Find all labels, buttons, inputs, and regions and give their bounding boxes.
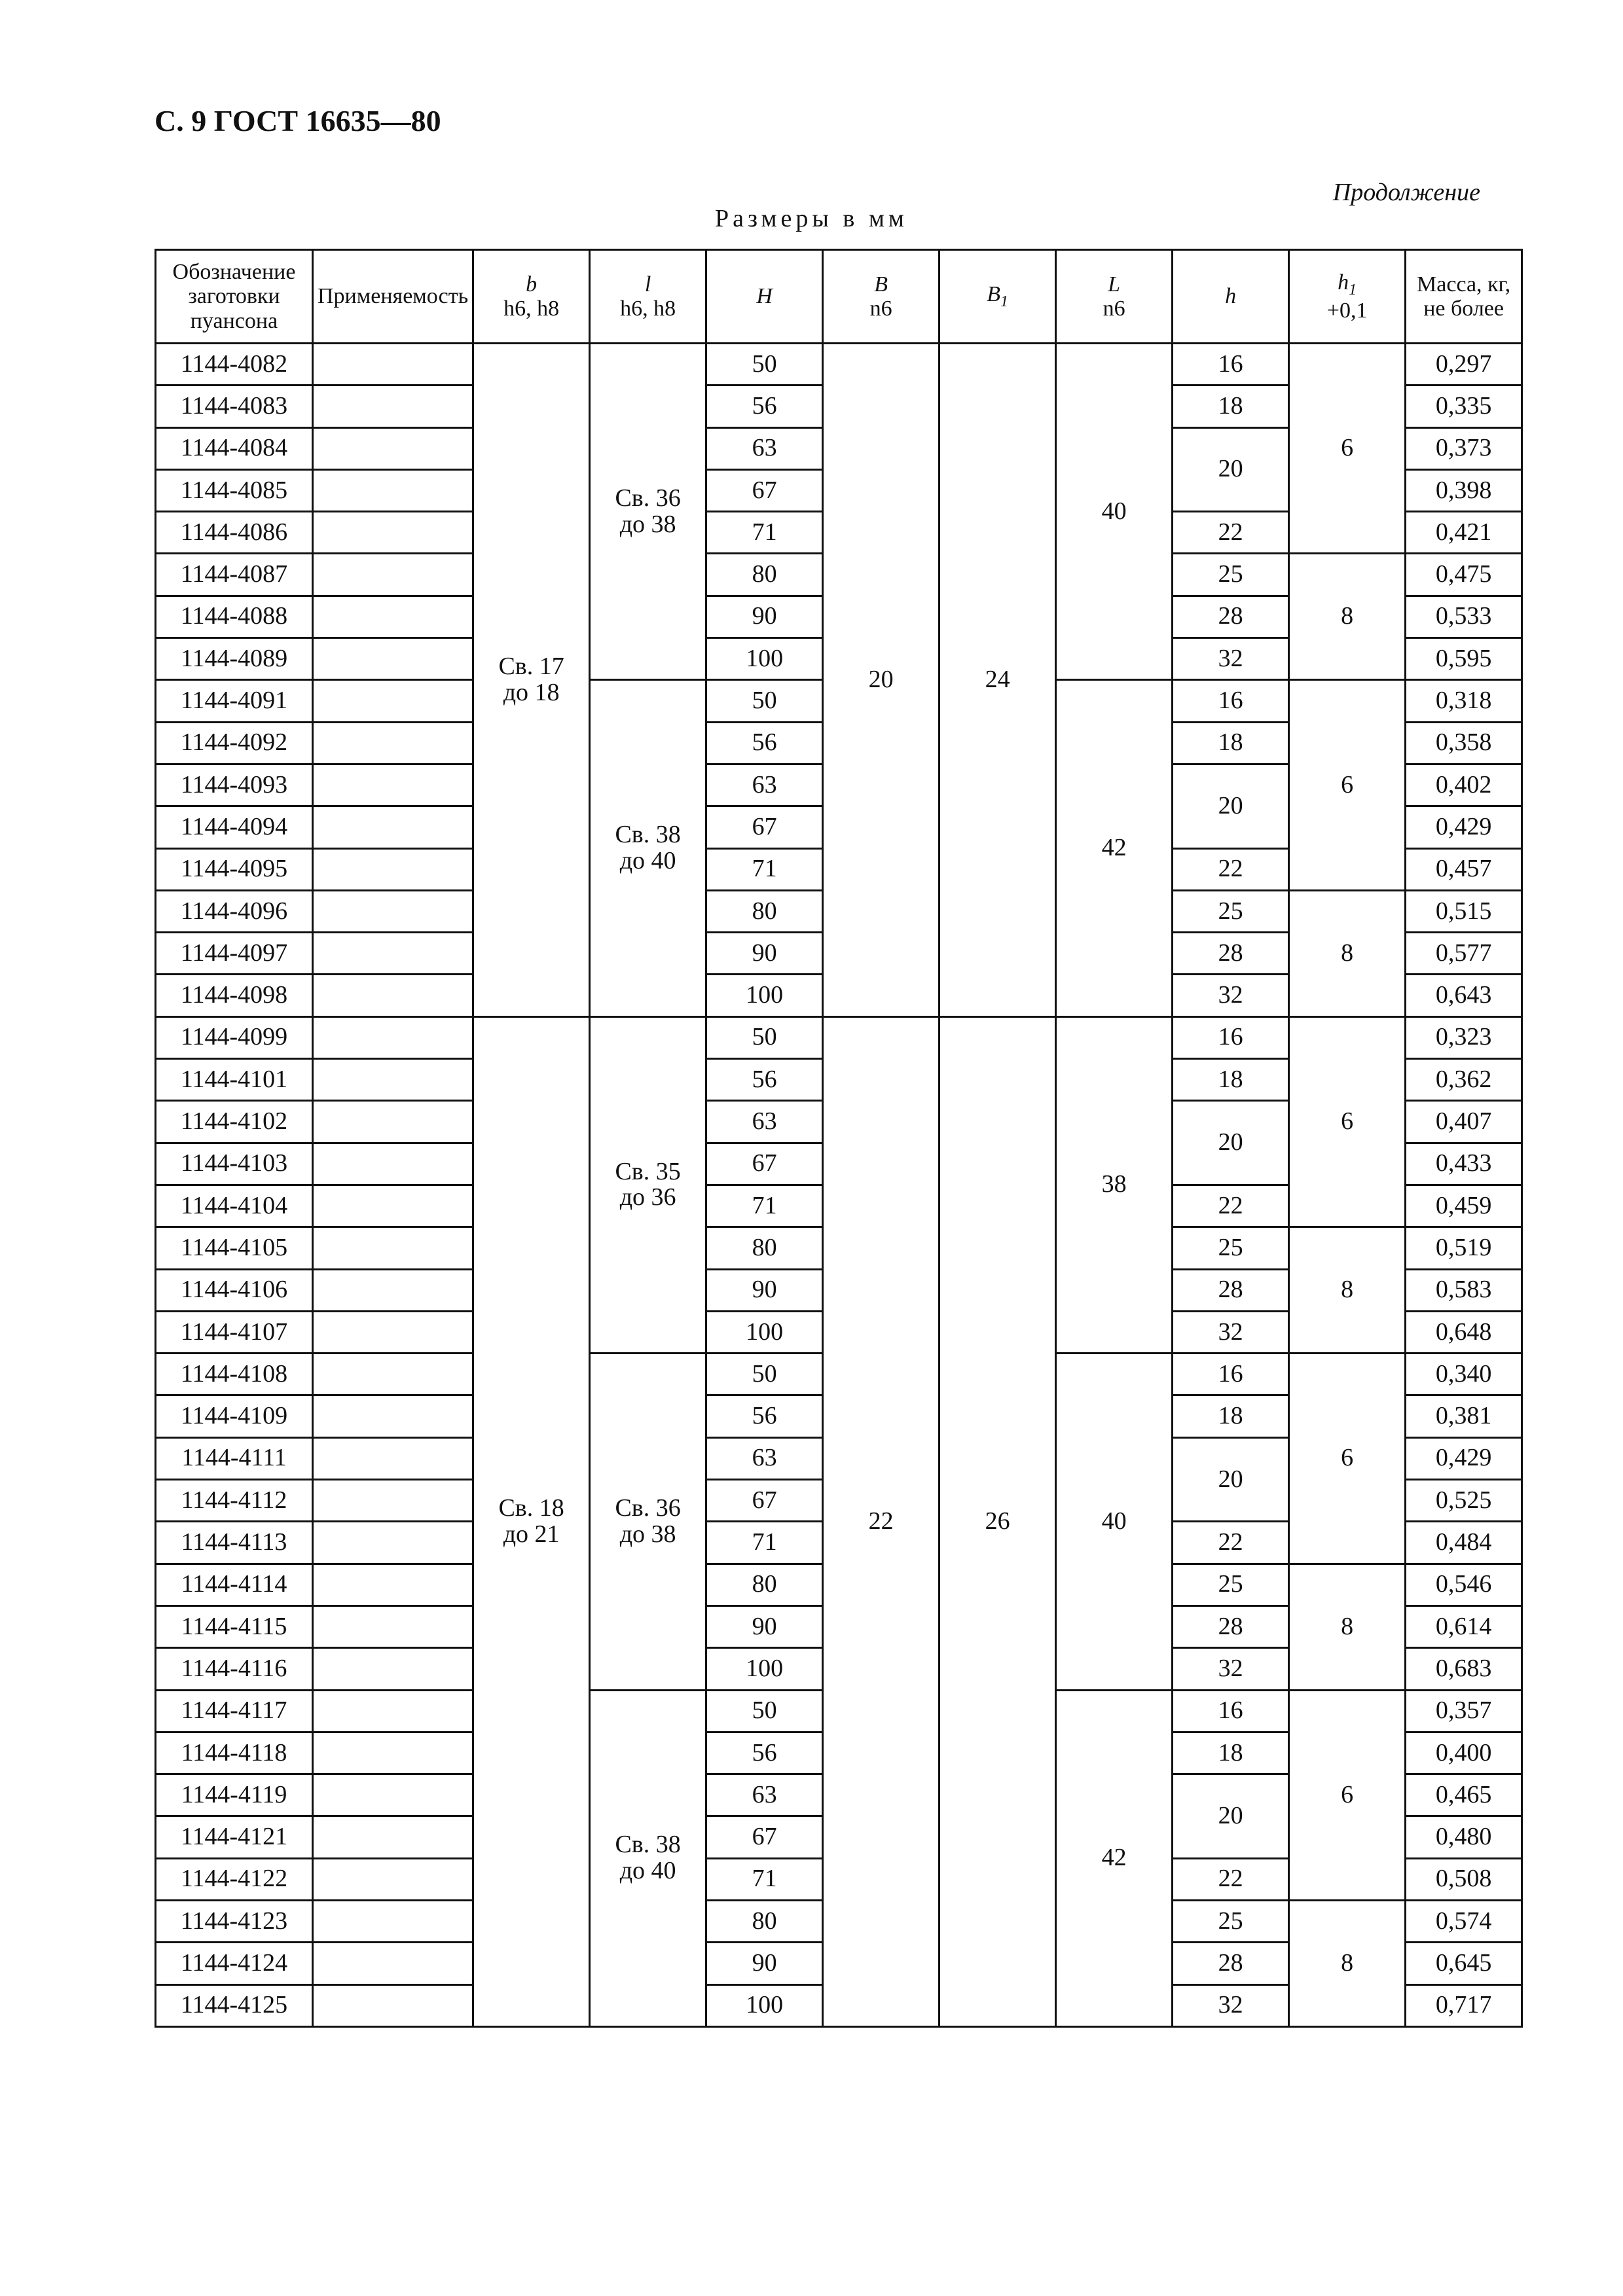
cell-applicability: [313, 344, 473, 386]
header-B: [823, 250, 939, 344]
cell-applicability: [313, 427, 473, 469]
cell-mass: 0,358: [1406, 722, 1522, 764]
table-body: [156, 344, 1522, 2027]
cell-mass: 0,645: [1406, 1943, 1522, 1984]
header-l: [590, 250, 706, 344]
cell-designation: 1144-4097: [156, 933, 313, 975]
cell-mass: 0,407: [1406, 1101, 1522, 1143]
cell-applicability: [313, 1016, 473, 1058]
cell-mass: 0,457: [1406, 848, 1522, 890]
cell-applicability: [313, 848, 473, 890]
cell-h: 32: [1173, 638, 1289, 680]
cell-applicability: [313, 1732, 473, 1774]
cell-designation: 1144-4089: [156, 638, 313, 680]
range-line-2: до 21: [503, 1520, 560, 1548]
cell-designation: 1144-4124: [156, 1943, 313, 1984]
table-header-row: [156, 250, 1522, 344]
cell-applicability: [313, 1816, 473, 1858]
cell-applicability: [313, 1311, 473, 1353]
cell-designation: 1144-4105: [156, 1227, 313, 1269]
cell-applicability: [313, 469, 473, 511]
cell-H: 100: [706, 1311, 823, 1353]
continuation-label: Продолжение: [1332, 179, 1480, 206]
cell-designation: 1144-4104: [156, 1185, 313, 1227]
header-h1-tolerance: +0,1: [1326, 298, 1368, 323]
cell-applicability: [313, 1101, 473, 1143]
cell-h: 25: [1173, 1227, 1289, 1269]
cell-h1: 8: [1289, 890, 1406, 1016]
header-B1: [939, 250, 1056, 344]
cell-mass: 0,433: [1406, 1143, 1522, 1185]
cell-designation: 1144-4108: [156, 1354, 313, 1395]
range-line-2: до 40: [619, 1857, 676, 1885]
cell-applicability: [313, 596, 473, 637]
cell-H: 100: [706, 1984, 823, 2026]
cell-designation: 1144-4107: [156, 1311, 313, 1353]
header-designation: Обозначение заготовки пуансона: [156, 250, 313, 344]
cell-designation: 1144-4103: [156, 1143, 313, 1185]
cell-applicability: [313, 1059, 473, 1101]
cell-h1: 8: [1289, 1227, 1406, 1354]
cell-h: 22: [1173, 848, 1289, 890]
cell-h: 16: [1173, 1354, 1289, 1395]
cell-mass: 0,508: [1406, 1858, 1522, 1900]
header-applicability: Применяемость: [313, 250, 473, 344]
header-mass: Масса, кг, не более: [1406, 250, 1522, 344]
cell-designation: 1144-4093: [156, 764, 313, 806]
header-H: [706, 250, 823, 344]
cell-applicability: [313, 1185, 473, 1227]
cell-h: 22: [1173, 1185, 1289, 1227]
cell-H: 56: [706, 386, 823, 427]
cell-designation: 1144-4121: [156, 1816, 313, 1858]
cell-designation: 1144-4114: [156, 1564, 313, 1605]
cell-designation: 1144-4098: [156, 975, 313, 1016]
cell-L: 40: [1056, 344, 1173, 680]
cell-designation: 1144-4086: [156, 512, 313, 554]
cell-mass: 0,400: [1406, 1732, 1522, 1774]
cell-designation: 1144-4084: [156, 427, 313, 469]
header-b-tolerance: h6, h8: [503, 296, 560, 321]
cell-designation: 1144-4116: [156, 1648, 313, 1690]
range-line-2: до 38: [619, 510, 676, 538]
range-line-1: Св. 38: [615, 1831, 681, 1859]
cell-mass: 0,614: [1406, 1605, 1522, 1647]
cell-designation: 1144-4082: [156, 344, 313, 386]
cell-applicability: [313, 1858, 473, 1900]
cell-H: 67: [706, 1480, 823, 1522]
cell-h: 32: [1173, 1648, 1289, 1690]
header-h1-subscript: 1: [1349, 281, 1357, 298]
header-l-symbol: l: [644, 272, 651, 296]
cell-H: 50: [706, 1354, 823, 1395]
cell-mass: 0,402: [1406, 764, 1522, 806]
cell-mass: 0,357: [1406, 1690, 1522, 1732]
range-line-2: до 36: [619, 1183, 676, 1211]
cell-l-range: [590, 344, 706, 680]
cell-H: 50: [706, 1690, 823, 1732]
header-L-symbol: L: [1108, 272, 1121, 296]
header-B-tolerance: n6: [869, 296, 892, 321]
cell-mass: 0,373: [1406, 427, 1522, 469]
cell-applicability: [313, 1774, 473, 1816]
cell-mass: 0,475: [1406, 554, 1522, 596]
cell-H: 67: [706, 806, 823, 848]
cell-mass: 0,717: [1406, 1984, 1522, 2026]
cell-H: 80: [706, 1900, 823, 1942]
cell-H: 90: [706, 596, 823, 637]
cell-mass: 0,595: [1406, 638, 1522, 680]
cell-mass: 0,546: [1406, 1564, 1522, 1605]
cell-designation: 1144-4085: [156, 469, 313, 511]
cell-H: 90: [706, 1269, 823, 1311]
range-line-1: Св. 36: [615, 1494, 681, 1522]
cell-h1: 6: [1289, 680, 1406, 890]
cell-h: 16: [1173, 1690, 1289, 1732]
cell-h1: 6: [1289, 1690, 1406, 1900]
cell-applicability: [313, 1690, 473, 1732]
cell-mass: 0,318: [1406, 680, 1522, 722]
cell-mass: 0,484: [1406, 1522, 1522, 1564]
cell-designation: 1144-4106: [156, 1269, 313, 1311]
cell-designation: 1144-4092: [156, 722, 313, 764]
cell-designation: 1144-4083: [156, 386, 313, 427]
cell-applicability: [313, 1395, 473, 1437]
cell-l-range: [590, 1016, 706, 1353]
cell-mass: 0,381: [1406, 1395, 1522, 1437]
cell-h: 18: [1173, 722, 1289, 764]
cell-h: 20: [1173, 1437, 1289, 1522]
cell-h: 25: [1173, 554, 1289, 596]
cell-applicability: [313, 512, 473, 554]
cell-designation: 1144-4099: [156, 1016, 313, 1058]
cell-h: 20: [1173, 427, 1289, 512]
header-L-tolerance: n6: [1103, 296, 1125, 321]
range-line-1: Св. 38: [615, 821, 681, 849]
cell-applicability: [313, 1354, 473, 1395]
cell-mass: 0,683: [1406, 1648, 1522, 1690]
cell-H: 71: [706, 848, 823, 890]
cell-applicability: [313, 890, 473, 932]
cell-h: 25: [1173, 890, 1289, 932]
cell-designation: 1144-4118: [156, 1732, 313, 1774]
cell-h: 32: [1173, 1311, 1289, 1353]
cell-designation: 1144-4111: [156, 1437, 313, 1479]
cell-h: 28: [1173, 933, 1289, 975]
cell-mass: 0,574: [1406, 1900, 1522, 1942]
cell-mass: 0,533: [1406, 596, 1522, 637]
cell-applicability: [313, 764, 473, 806]
cell-H: 80: [706, 890, 823, 932]
cell-mass: 0,429: [1406, 806, 1522, 848]
cell-L: 38: [1056, 1016, 1173, 1353]
cell-applicability: [313, 1522, 473, 1564]
cell-h: 18: [1173, 1059, 1289, 1101]
cell-designation: 1144-4109: [156, 1395, 313, 1437]
cell-designation: 1144-4095: [156, 848, 313, 890]
cell-designation: 1144-4088: [156, 596, 313, 637]
cell-designation: 1144-4125: [156, 1984, 313, 2026]
cell-mass: 0,421: [1406, 512, 1522, 554]
cell-L: 40: [1056, 1354, 1173, 1690]
cell-h: 16: [1173, 344, 1289, 386]
cell-applicability: [313, 1480, 473, 1522]
header-l-tolerance: h6, h8: [620, 296, 676, 321]
cell-H: 50: [706, 1016, 823, 1058]
cell-H: 67: [706, 1143, 823, 1185]
cell-applicability: [313, 680, 473, 722]
cell-mass: 0,643: [1406, 975, 1522, 1016]
cell-H: 63: [706, 1437, 823, 1479]
cell-mass: 0,362: [1406, 1059, 1522, 1101]
cell-h: 20: [1173, 764, 1289, 848]
cell-h: 22: [1173, 1858, 1289, 1900]
cell-applicability: [313, 933, 473, 975]
cell-h: 18: [1173, 1732, 1289, 1774]
cell-H: 71: [706, 1858, 823, 1900]
header-b: [473, 250, 590, 344]
cell-designation: 1144-4094: [156, 806, 313, 848]
cell-applicability: [313, 1564, 473, 1605]
cell-mass: 0,515: [1406, 890, 1522, 932]
cell-mass: 0,583: [1406, 1269, 1522, 1311]
cell-H: 63: [706, 764, 823, 806]
cell-H: 71: [706, 1185, 823, 1227]
dimensions-table: [155, 249, 1523, 2028]
header-B1-symbol: B: [987, 282, 1000, 307]
header-B-symbol: B: [874, 272, 888, 296]
cell-H: 56: [706, 1732, 823, 1774]
cell-B: 22: [823, 1016, 939, 2026]
cell-h1: 6: [1289, 1354, 1406, 1564]
cell-H: 100: [706, 638, 823, 680]
cell-h: 25: [1173, 1900, 1289, 1942]
header-b-symbol: b: [526, 272, 538, 296]
cell-H: 80: [706, 1227, 823, 1269]
cell-H: 63: [706, 1101, 823, 1143]
cell-B1: 24: [939, 344, 1056, 1017]
cell-h: 18: [1173, 1395, 1289, 1437]
cell-h: 28: [1173, 1269, 1289, 1311]
header-H-symbol: H: [756, 284, 773, 309]
cell-mass: 0,525: [1406, 1480, 1522, 1522]
cell-mass: 0,323: [1406, 1016, 1522, 1058]
cell-mass: 0,297: [1406, 344, 1522, 386]
cell-L: 42: [1056, 680, 1173, 1016]
header-h-symbol: h: [1225, 284, 1237, 309]
cell-H: 90: [706, 1943, 823, 1984]
cell-applicability: [313, 554, 473, 596]
cell-b-range: [473, 1016, 590, 2026]
cell-H: 100: [706, 975, 823, 1016]
cell-mass: 0,577: [1406, 933, 1522, 975]
cell-applicability: [313, 1984, 473, 2026]
cell-applicability: [313, 1605, 473, 1647]
range-line-2: до 18: [503, 678, 560, 706]
cell-h: 22: [1173, 512, 1289, 554]
cell-mass: 0,340: [1406, 1354, 1522, 1395]
cell-H: 50: [706, 344, 823, 386]
cell-applicability: [313, 1143, 473, 1185]
cell-H: 100: [706, 1648, 823, 1690]
cell-designation: 1144-4087: [156, 554, 313, 596]
cell-h: 22: [1173, 1522, 1289, 1564]
range-line-1: Св. 36: [615, 484, 681, 512]
range-line-1: Св. 17: [498, 652, 564, 680]
cell-B1: 26: [939, 1016, 1056, 2026]
cell-designation: 1144-4102: [156, 1101, 313, 1143]
units-caption: Размеры в мм: [715, 205, 908, 232]
cell-mass: 0,459: [1406, 1185, 1522, 1227]
table-row: [156, 344, 1522, 386]
cell-mass: 0,398: [1406, 469, 1522, 511]
header-h1-symbol: h: [1338, 270, 1349, 295]
cell-L: 42: [1056, 1690, 1173, 2026]
cell-H: 56: [706, 1395, 823, 1437]
cell-h: 16: [1173, 1016, 1289, 1058]
cell-H: 80: [706, 554, 823, 596]
cell-designation: 1144-4123: [156, 1900, 313, 1942]
cell-designation: 1144-4119: [156, 1774, 313, 1816]
cell-mass: 0,648: [1406, 1311, 1522, 1353]
cell-h: 16: [1173, 680, 1289, 722]
cell-applicability: [313, 975, 473, 1016]
cell-applicability: [313, 638, 473, 680]
cell-H: 63: [706, 427, 823, 469]
range-line-2: до 38: [619, 1520, 676, 1548]
cell-h1: 8: [1289, 1900, 1406, 2026]
range-line-1: Св. 35: [615, 1157, 681, 1185]
range-line-2: до 40: [619, 847, 676, 875]
header-L: [1056, 250, 1173, 344]
header-B1-subscript: 1: [1000, 293, 1008, 311]
cell-H: 67: [706, 469, 823, 511]
cell-h1: 8: [1289, 554, 1406, 680]
page-header: С. 9 ГОСТ 16635—80: [155, 104, 441, 137]
cell-h: 32: [1173, 1984, 1289, 2026]
cell-H: 56: [706, 722, 823, 764]
cell-H: 67: [706, 1816, 823, 1858]
header-h: [1173, 250, 1289, 344]
cell-applicability: [313, 1648, 473, 1690]
cell-designation: 1144-4113: [156, 1522, 313, 1564]
cell-h: 28: [1173, 1605, 1289, 1647]
cell-designation: 1144-4096: [156, 890, 313, 932]
cell-H: 71: [706, 1522, 823, 1564]
cell-applicability: [313, 386, 473, 427]
cell-h: 25: [1173, 1564, 1289, 1605]
cell-applicability: [313, 1227, 473, 1269]
cell-l-range: [590, 1354, 706, 1690]
cell-designation: 1144-4091: [156, 680, 313, 722]
cell-H: 90: [706, 1605, 823, 1647]
cell-applicability: [313, 722, 473, 764]
cell-applicability: [313, 806, 473, 848]
cell-B: 20: [823, 344, 939, 1017]
cell-H: 90: [706, 933, 823, 975]
table-row: [156, 1016, 1522, 1058]
cell-applicability: [313, 1269, 473, 1311]
cell-H: 63: [706, 1774, 823, 1816]
cell-mass: 0,519: [1406, 1227, 1522, 1269]
cell-h: 28: [1173, 596, 1289, 637]
cell-h1: 6: [1289, 344, 1406, 554]
cell-h1: 8: [1289, 1564, 1406, 1690]
cell-h: 20: [1173, 1101, 1289, 1185]
cell-h: 20: [1173, 1774, 1289, 1859]
cell-applicability: [313, 1900, 473, 1942]
cell-mass: 0,465: [1406, 1774, 1522, 1816]
cell-designation: 1144-4112: [156, 1480, 313, 1522]
cell-H: 50: [706, 680, 823, 722]
cell-designation: 1144-4122: [156, 1858, 313, 1900]
cell-H: 56: [706, 1059, 823, 1101]
cell-h: 28: [1173, 1943, 1289, 1984]
cell-mass: 0,429: [1406, 1437, 1522, 1479]
cell-h1: 6: [1289, 1016, 1406, 1227]
cell-l-range: [590, 680, 706, 1016]
cell-applicability: [313, 1437, 473, 1479]
cell-H: 71: [706, 512, 823, 554]
cell-h: 32: [1173, 975, 1289, 1016]
cell-designation: 1144-4101: [156, 1059, 313, 1101]
cell-H: 80: [706, 1564, 823, 1605]
cell-b-range: [473, 344, 590, 1017]
range-line-1: Св. 18: [498, 1494, 564, 1522]
cell-designation: 1144-4117: [156, 1690, 313, 1732]
cell-l-range: [590, 1690, 706, 2026]
cell-mass: 0,335: [1406, 386, 1522, 427]
cell-applicability: [313, 1943, 473, 1984]
cell-mass: 0,480: [1406, 1816, 1522, 1858]
cell-h: 18: [1173, 386, 1289, 427]
header-h1: [1289, 250, 1406, 344]
cell-designation: 1144-4115: [156, 1605, 313, 1647]
